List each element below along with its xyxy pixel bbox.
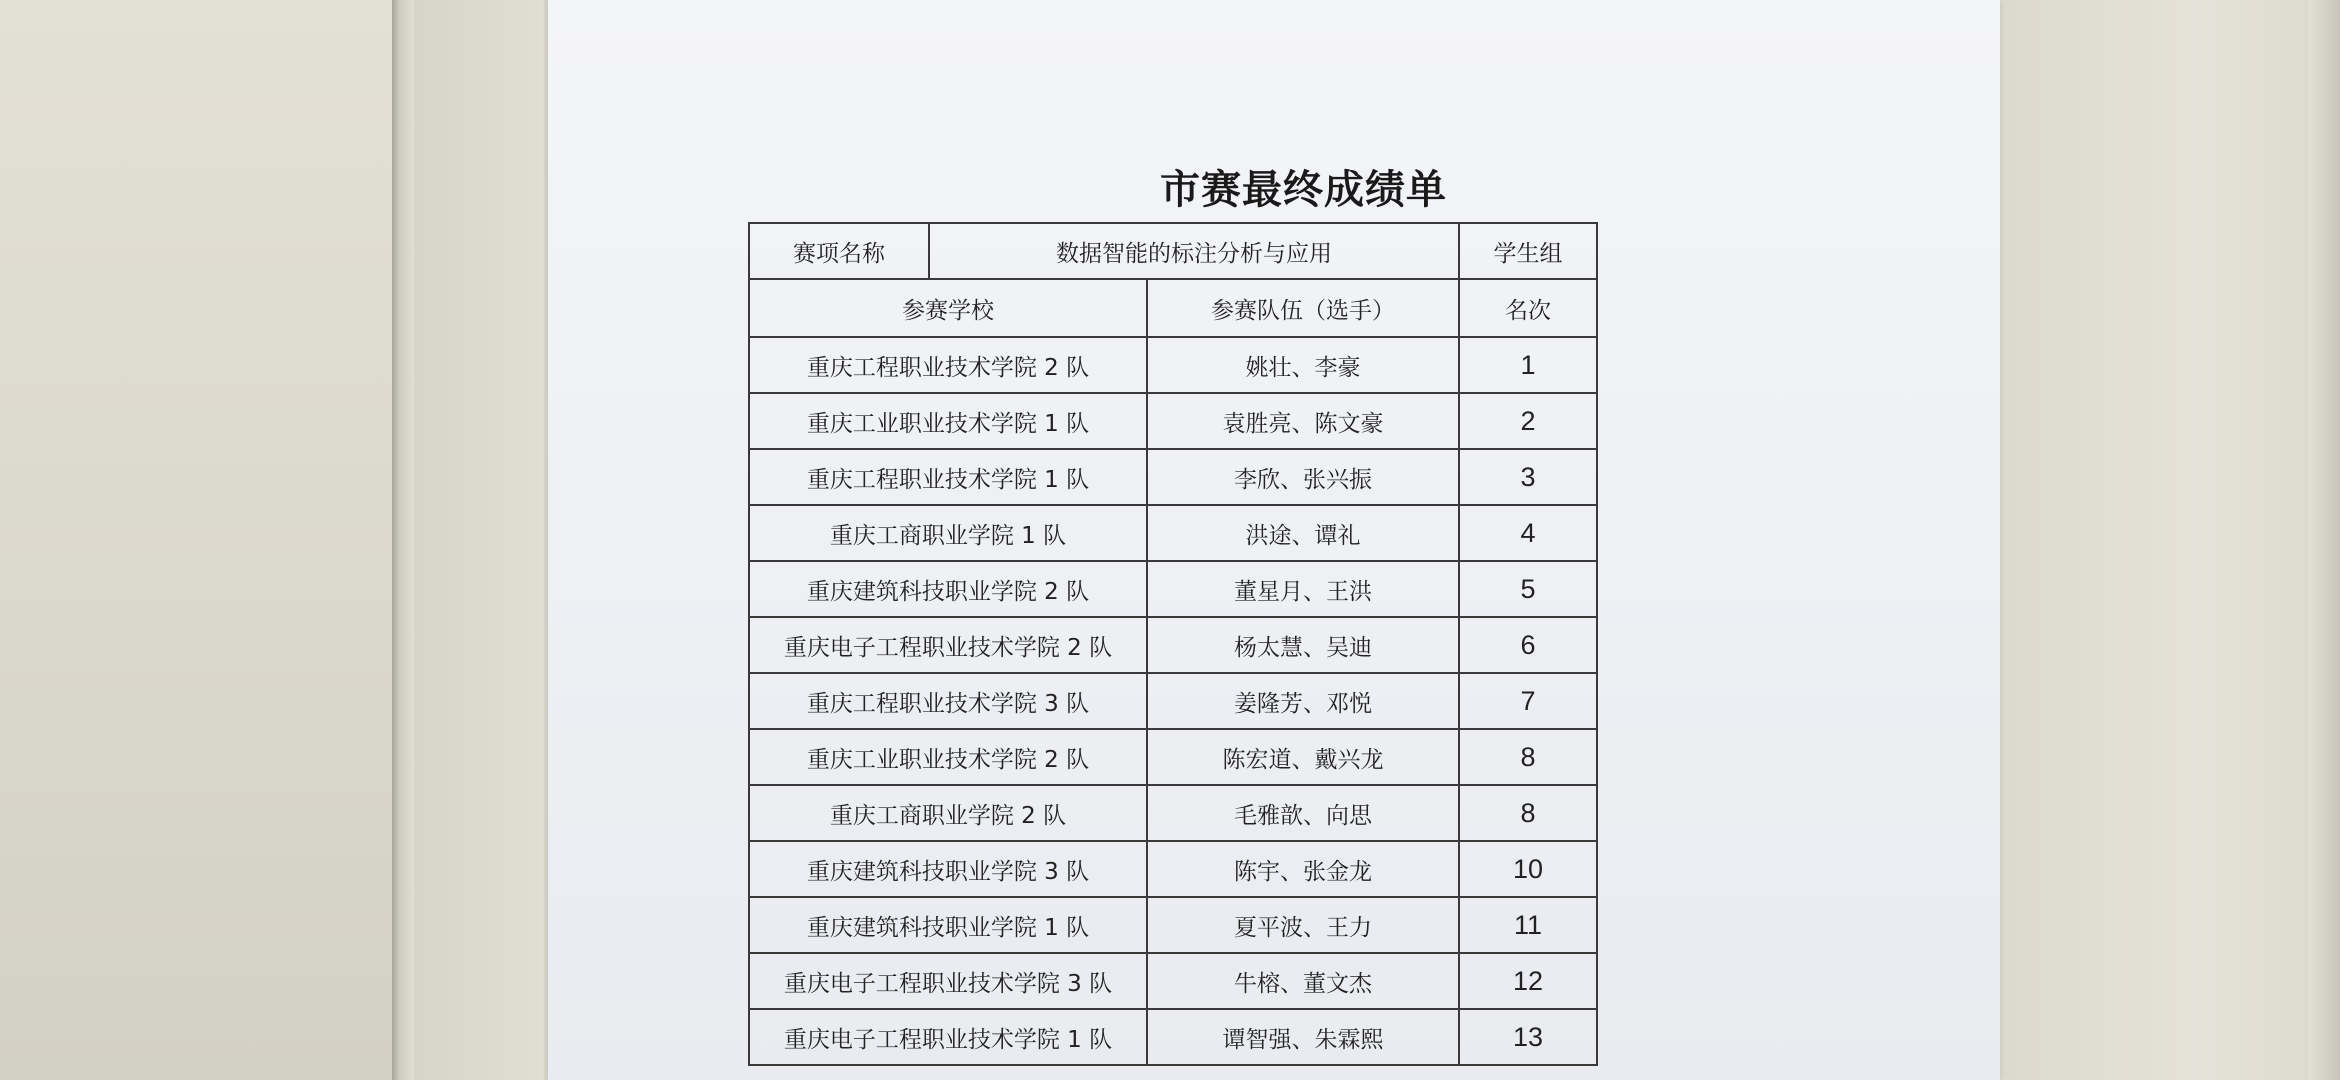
results-table bbox=[748, 222, 1598, 1066]
team-cell: 夏平波、王力 bbox=[1147, 897, 1459, 953]
table-row bbox=[749, 897, 1597, 953]
team-cell: 杨太慧、吴迪 bbox=[1147, 617, 1459, 673]
rank-cell: 10 bbox=[1459, 841, 1597, 897]
team-cell: 李欣、张兴振 bbox=[1147, 449, 1459, 505]
team-cell: 陈宏道、戴兴龙 bbox=[1147, 729, 1459, 785]
table-row bbox=[749, 729, 1597, 785]
rank-cell: 11 bbox=[1459, 897, 1597, 953]
table-row bbox=[749, 393, 1597, 449]
sheet-title: 市赛最终成绩单 bbox=[1160, 167, 1447, 213]
team-cell: 陈宇、张金龙 bbox=[1147, 841, 1459, 897]
results-table-body bbox=[749, 223, 1597, 1065]
table-row bbox=[749, 449, 1597, 505]
school-cell: 重庆建筑科技职业学院 3 队 bbox=[749, 841, 1147, 897]
school-cell: 重庆建筑科技职业学院 2 队 bbox=[749, 561, 1147, 617]
middle-panel bbox=[414, 0, 544, 1080]
table-row bbox=[749, 617, 1597, 673]
left-board-edge bbox=[392, 0, 414, 1080]
school-cell: 重庆电子工程职业技术学院 3 队 bbox=[749, 953, 1147, 1009]
rank-cell: 1 bbox=[1459, 337, 1597, 393]
rank-cell: 2 bbox=[1459, 393, 1597, 449]
event-name-cell: 数据智能的标注分析与应用 bbox=[929, 223, 1459, 279]
rank-cell: 6 bbox=[1459, 617, 1597, 673]
rank-cell: 3 bbox=[1459, 449, 1597, 505]
school-cell: 重庆工程职业技术学院 2 队 bbox=[749, 337, 1147, 393]
right-panel bbox=[2000, 0, 2340, 1080]
left-board bbox=[0, 0, 395, 1080]
group-cell: 学生组 bbox=[1459, 223, 1597, 279]
rank-cell: 4 bbox=[1459, 505, 1597, 561]
header-team: 参赛队伍（选手） bbox=[1147, 279, 1459, 337]
table-row bbox=[749, 953, 1597, 1009]
table-row bbox=[749, 561, 1597, 617]
rank-cell: 7 bbox=[1459, 673, 1597, 729]
team-cell: 毛雅歆、向思 bbox=[1147, 785, 1459, 841]
school-cell: 重庆电子工程职业技术学院 1 队 bbox=[749, 1009, 1147, 1065]
header-row bbox=[749, 279, 1597, 337]
school-cell: 重庆工业职业技术学院 1 队 bbox=[749, 393, 1147, 449]
team-cell: 牛榕、董文杰 bbox=[1147, 953, 1459, 1009]
school-cell: 重庆工业职业技术学院 2 队 bbox=[749, 729, 1147, 785]
team-cell: 洪途、谭礼 bbox=[1147, 505, 1459, 561]
rank-cell: 12 bbox=[1459, 953, 1597, 1009]
school-cell: 重庆工程职业技术学院 3 队 bbox=[749, 673, 1147, 729]
header-rank: 名次 bbox=[1459, 279, 1597, 337]
school-cell: 重庆工商职业学院 1 队 bbox=[749, 505, 1147, 561]
table-row bbox=[749, 785, 1597, 841]
team-cell: 袁胜亮、陈文豪 bbox=[1147, 393, 1459, 449]
rank-cell: 8 bbox=[1459, 785, 1597, 841]
right-edge bbox=[2308, 0, 2340, 1080]
team-cell: 姜隆芳、邓悦 bbox=[1147, 673, 1459, 729]
rank-cell: 13 bbox=[1459, 1009, 1597, 1065]
table-row bbox=[749, 673, 1597, 729]
table-row bbox=[749, 841, 1597, 897]
team-cell: 谭智强、朱霖熙 bbox=[1147, 1009, 1459, 1065]
school-cell: 重庆电子工程职业技术学院 2 队 bbox=[749, 617, 1147, 673]
event-label-cell: 赛项名称 bbox=[749, 223, 929, 279]
header-school: 参赛学校 bbox=[749, 279, 1147, 337]
rank-cell: 5 bbox=[1459, 561, 1597, 617]
team-cell: 董星月、王洪 bbox=[1147, 561, 1459, 617]
table-row bbox=[749, 337, 1597, 393]
rank-cell: 8 bbox=[1459, 729, 1597, 785]
school-cell: 重庆工商职业学院 2 队 bbox=[749, 785, 1147, 841]
school-cell: 重庆工程职业技术学院 1 队 bbox=[749, 449, 1147, 505]
table-row bbox=[749, 1009, 1597, 1065]
school-cell: 重庆建筑科技职业学院 1 队 bbox=[749, 897, 1147, 953]
team-cell: 姚壮、李豪 bbox=[1147, 337, 1459, 393]
event-row bbox=[749, 223, 1597, 279]
table-row bbox=[749, 505, 1597, 561]
